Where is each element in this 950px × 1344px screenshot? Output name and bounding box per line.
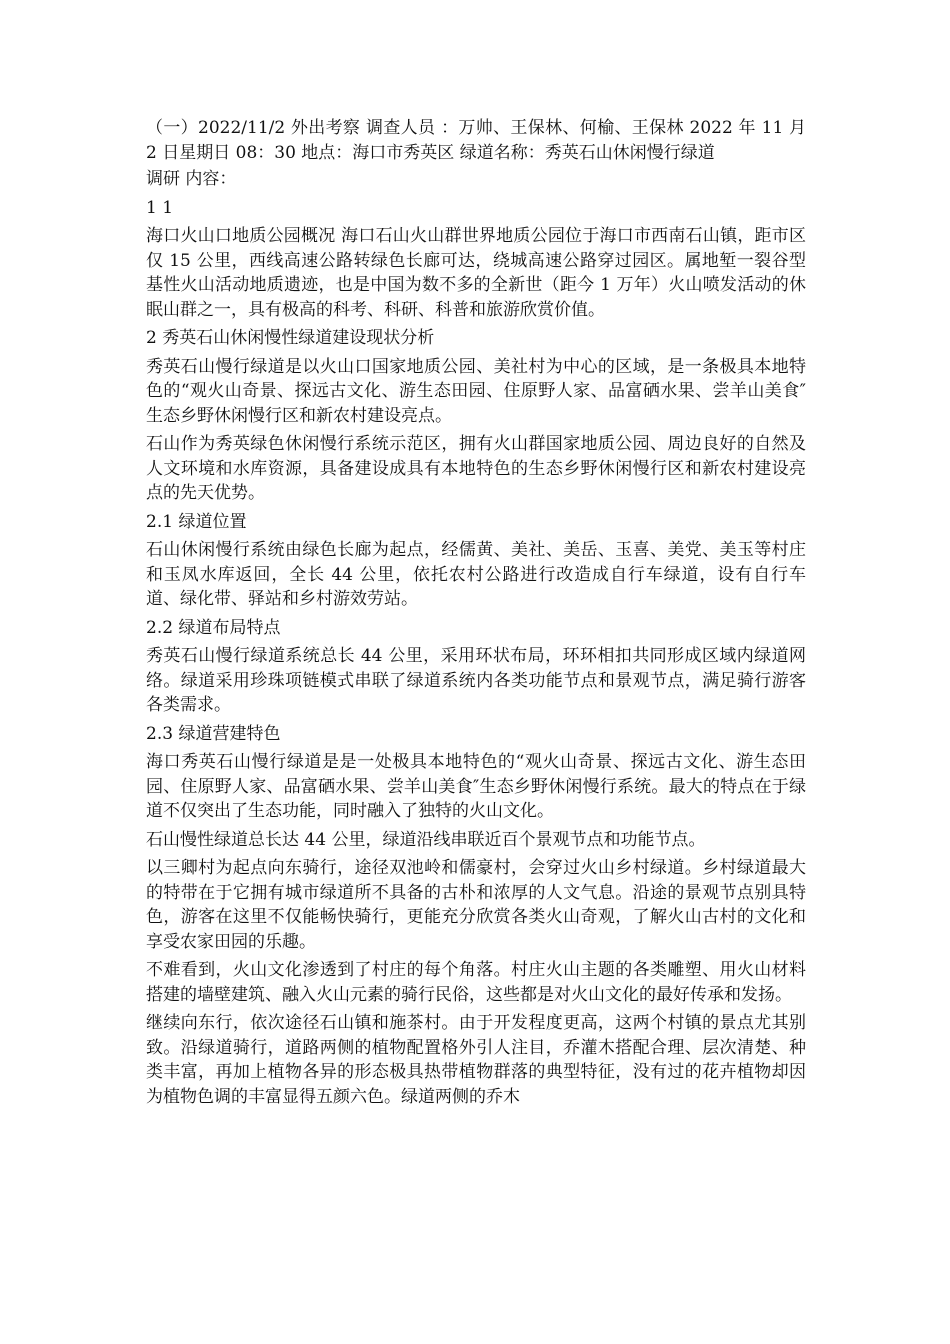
section-2-heading: 2 秀英石山休闲慢性绿道建设现状分析 xyxy=(146,328,435,348)
section-1-paragraph: 海口火山口地质公园概况 海口石山火山群世界地质公园位于海口市西南石山镇，距市区仅 15 公里，西线高速公路转绿色长廊可达，绕城高速公路穿过园区。属地堑一裂谷型基性火山活动地质遗迹，也是中国为数不多的全新世（距今 1 万年）火山喷发活动的休眠山群之一，具有极高的科考、科研、科普和旅游欣赏价值。 xyxy=(146,226,806,320)
section-2-3-heading: 2.3 绿道营建特色 xyxy=(146,723,281,744)
section-2-1-paragraph: 石山休闲慢行系统由绿色长廊为起点，经儒黄、美社、美岳、玉喜、美党、美玉等村庄和玉凤水库返回，全长 44 公里，依托农村公路进行改造成自行车绿道，设有自行车道、绿化带、驿站和乡村游效劳站。 xyxy=(146,540,806,609)
document-body xyxy=(146,116,806,1113)
section-2-paragraph-1: 秀英石山慢行绿道是以火山口国家地质公园、美社村为中心的区域，是一条极具本地特色的“观火山奇景、探远古文化、游生态田园、住原野人家、品富硒水果、尝羊山美食″生态乡野休闲慢行区和新农村建设亮点。 xyxy=(146,356,806,426)
section-2-3-paragraph-5: 继续向东行，依次途径石山镇和施茶村。由于开发程度更高，这两个村镇的景点尤其别致。沿绿道骑行，道路两侧的植物配置格外引人注目，乔灌木搭配合理、层次清楚、种类丰富，再加上植物各异的形态极具热带植物群落的典型特征，没有过的花卉植物却因为植物色调的丰富显得五颜六色。绿道两侧的乔木 xyxy=(146,1013,806,1107)
header-paragraph: （一）2022/11/2 外出考察 调查人员 ：万帅、王保林、何榆、王保林 2022 年 11 月 2 日星期日 08：30 地点：海口市秀英区 绿道名称：秀英石山休闲慢行绿道 xyxy=(146,118,806,163)
section-1-number: 1 1 xyxy=(146,197,174,218)
section-2-1-heading: 2.1 绿道位置 xyxy=(146,511,247,532)
section-2-3-paragraph-2: 石山慢性绿道总长达 44 公里，绿道沿线串联近百个景观节点和功能节点。 xyxy=(146,829,706,850)
section-2-3-paragraph-1: 海口秀英石山慢行绿道是是一处极具本地特色的“观火山奇景、探远古文化、游生态田园、住原野人家、品富硒水果、尝羊山美食″生态乡野休闲慢行系统。最大的特点在于绿道不仅突出了生态功能，同时融入了独特的火山文化。 xyxy=(146,752,806,821)
section-2-paragraph-2: 石山作为秀英绿色休闲慢行系统示范区，拥有火山群国家地质公园、周边良好的自然及人文环境和水库资源，具备建设成具有本地特色的生态乡野休闲慢行区和新农村建设亮点的先天优势。 xyxy=(146,434,806,503)
section-2-2-paragraph: 秀英石山慢行绿道系统总长 44 公里，采用环状布局，环环相扣共同形成区域内绿道网络。绿道采用珍珠项链模式串联了绿道系统内各类功能节点和景观节点，满足骑行游客各类需求。 xyxy=(146,646,806,715)
section-2-3-paragraph-3: 以三卿村为起点向东骑行，途径双池岭和儒豪村，会穿过火山乡村绿道。乡村绿道最大的特带在于它拥有城市绿道所不具备的古朴和浓厚的人文气息。沿途的景观节点别具特色，游客在这里不仅能畅快骑行，更能充分欣赏各类火山奇观，了解火山古村的文化和享受农家田园的乐趣。 xyxy=(146,858,806,952)
section-2-3-paragraph-4: 不难看到，火山文化渗透到了村庄的每个角落。村庄火山主题的各类雕塑、用火山材料搭建的墙壁建筑、融入火山元素的骑行民俗，这些都是对火山文化的最好传承和发扬。 xyxy=(146,960,806,1005)
research-content-label: 调研 内容： xyxy=(146,169,237,189)
section-2-2-heading: 2.2 绿道布局特点 xyxy=(146,617,281,638)
